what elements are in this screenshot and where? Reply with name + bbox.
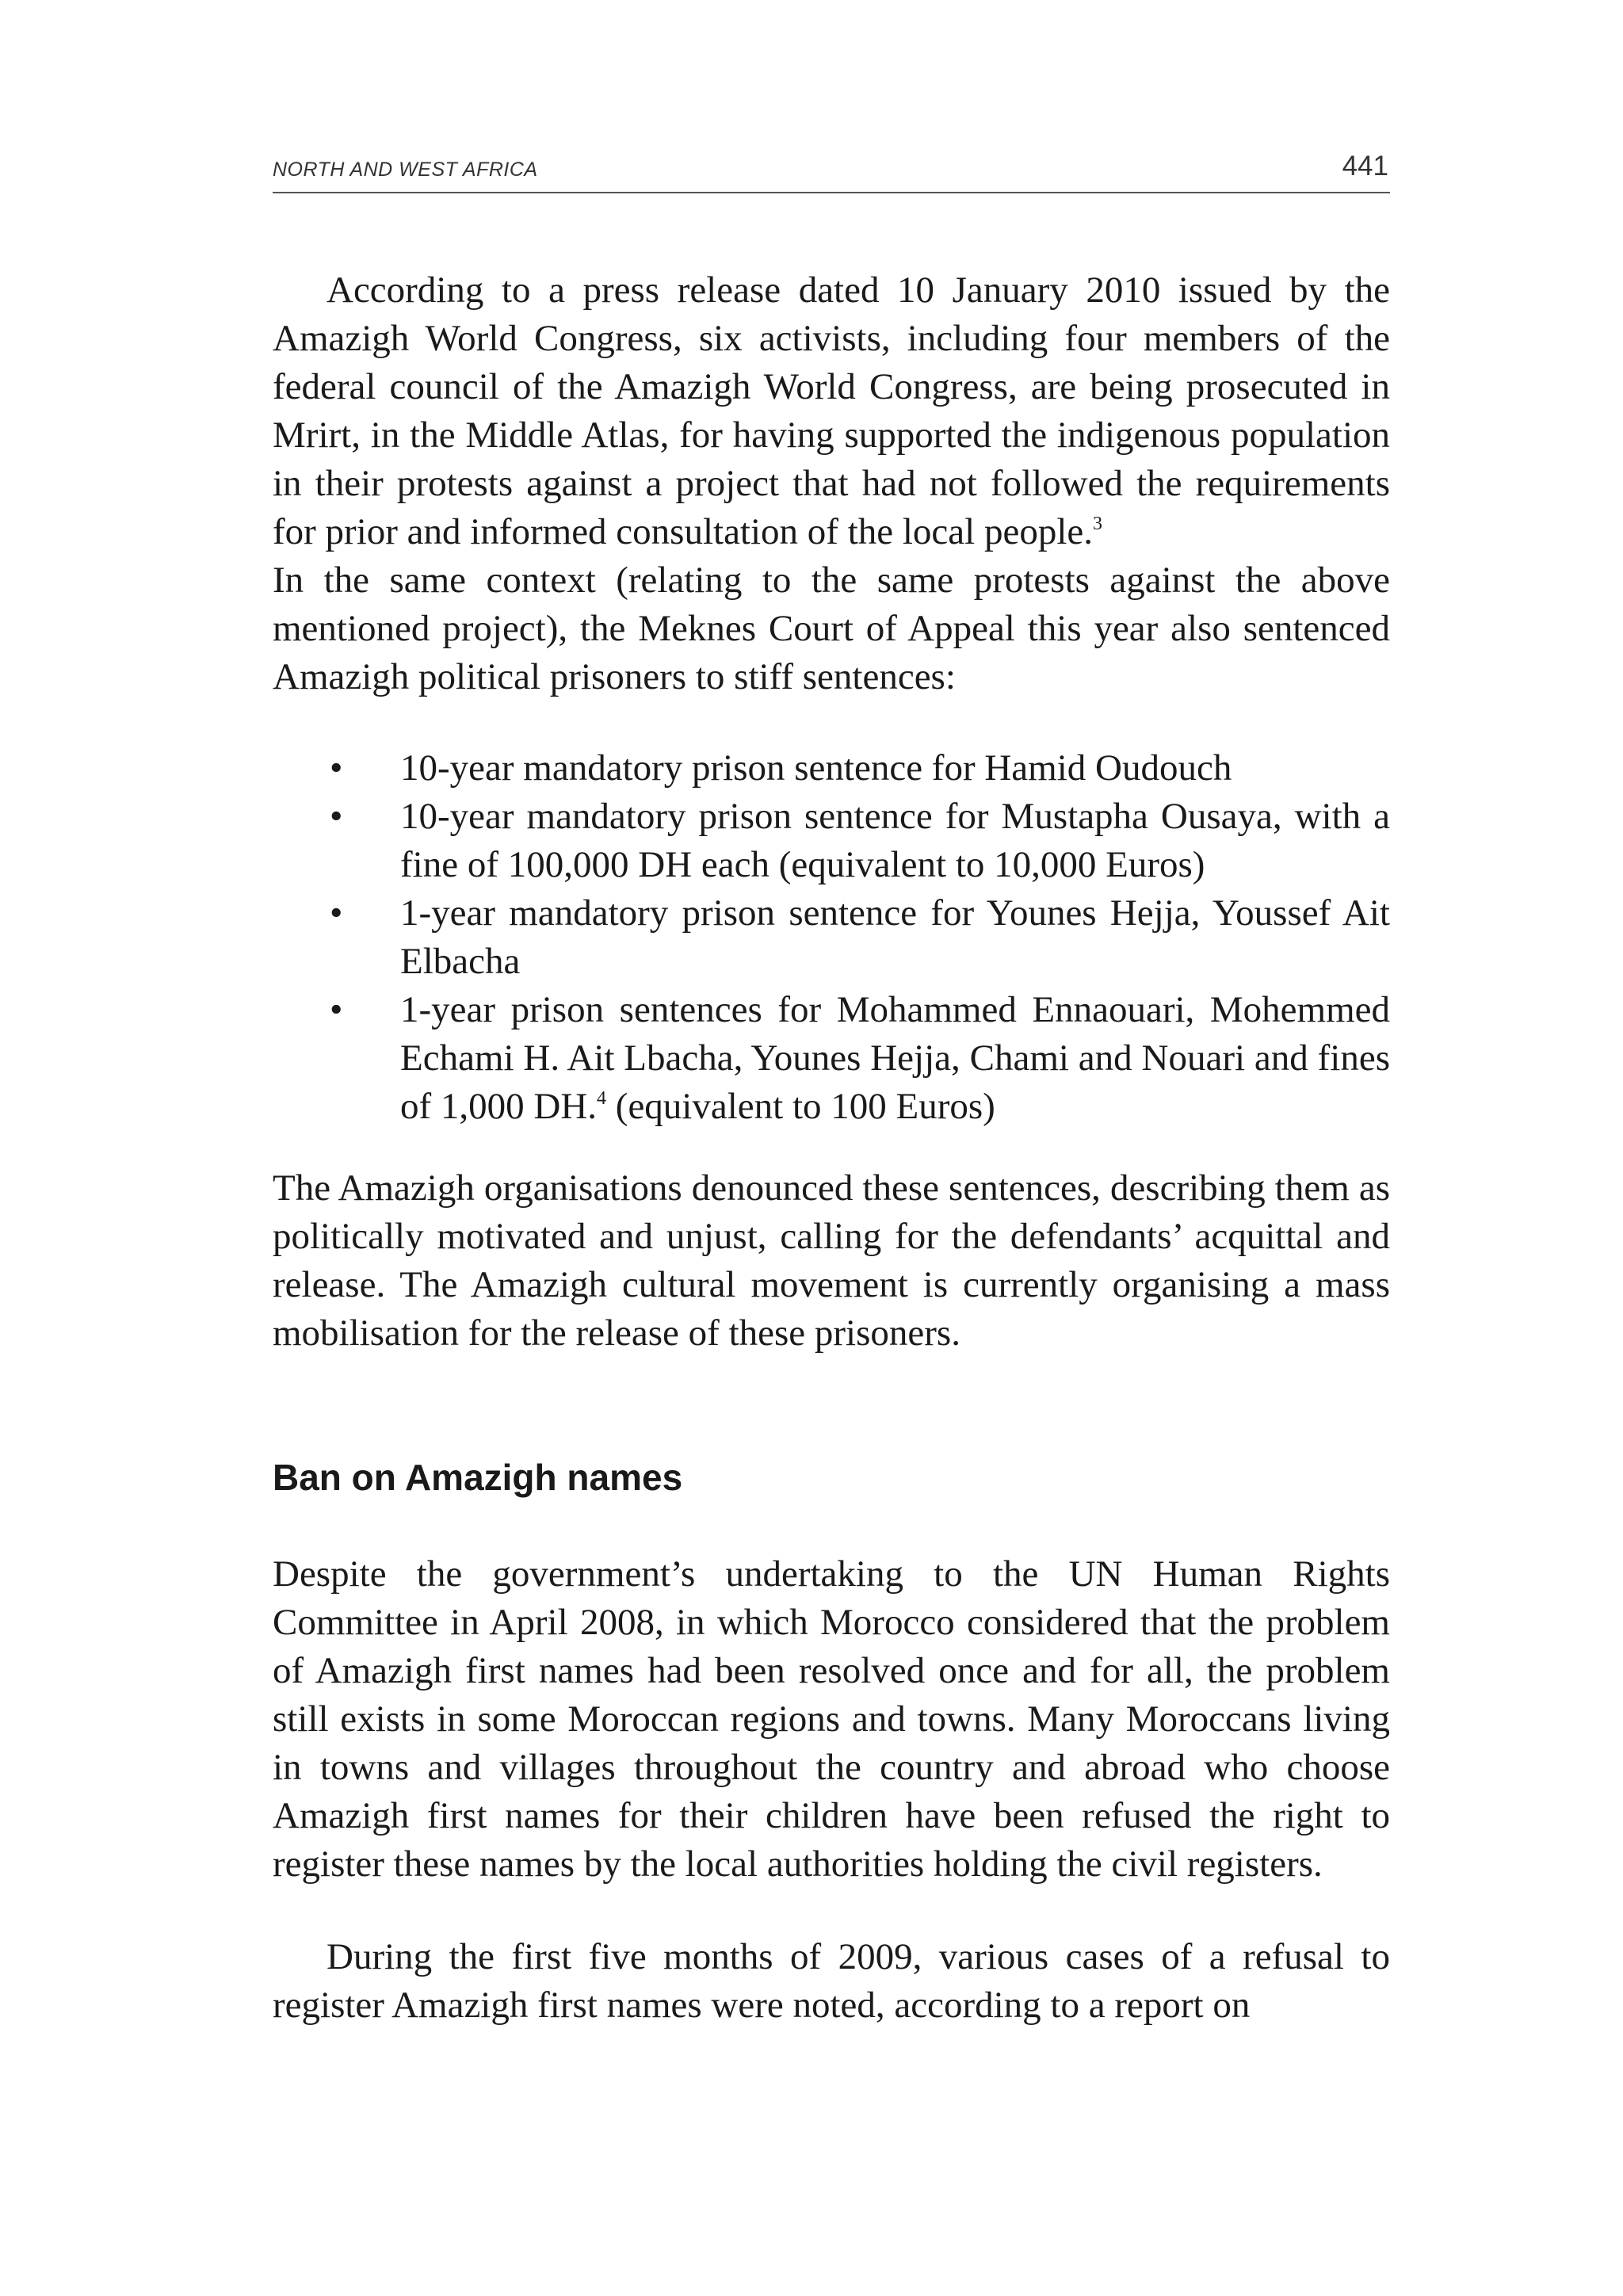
paragraph-denunciation: The Amazigh organisations denounced these sentences, describing them as politically motivated and unjust, calling for the defendants’ acquittal and release. The Amazigh cultural movement is currently organising a mass mobilisation for the release of these prisoners. — [273, 1167, 1390, 1354]
document-page — [273, 151, 1390, 2132]
bullet-icon: • — [330, 747, 343, 789]
list-item-text-after: (equivalent to 100 Euros) — [606, 1086, 995, 1127]
bullet-icon: • — [330, 892, 343, 934]
page-number: 441 — [1342, 151, 1388, 181]
running-title: NORTH AND WEST AFRICA — [273, 159, 538, 181]
section-heading: Ban on Amazigh names — [273, 1457, 683, 1498]
footnote-ref-4[interactable]: 4 — [597, 1088, 607, 1109]
paragraph-text-continued: In the same context (relating to the same protests against the above mentioned project), the Meknes Court of Appeal this year also sentenced Amazigh political prisoners to stiff sentences: — [273, 560, 1390, 697]
paragraph-text: According to a press release dated 10 January 2010 issued by the Amazigh World Congress, six activists, including four members of the federal council of the Amazigh World Congress, are being prosecuted in Mrirt, in the Middle Atlas, for having supported the indigenous population in their protests against a project that had not followed the requirements for prior and informed consultation of the local people. — [273, 269, 1390, 552]
list-item — [273, 744, 1390, 793]
list-item-text: 10-year mandatory prison sentence for Mustapha Ousaya, with a fine of 100,000 DH each (equivalent to 10,000 Euros) — [400, 796, 1390, 885]
list-item-text: 1-year mandatory prison sentence for Younes Hejja, Youssef Ait Elbacha — [400, 892, 1390, 982]
list-item — [273, 793, 1390, 889]
sentences-list — [273, 744, 1390, 1131]
paragraph-names-ban: Despite the government’s undertaking to the UN Human Rights Committee in April 2008, in which Morocco considered that the problem of Amazigh first names had been resolved once and for all, the problem still exists in some Moroccan regions and towns. Many Moroccans living in towns and villages throughout the country and abroad who choose Amazigh first names for their children have been refused the right to register these names by the local authorities holding the civil registers. — [273, 1553, 1390, 1885]
bullet-icon: • — [330, 796, 343, 837]
paragraph-names-cases: During the first five months of 2009, various cases of a refusal to register Amazigh first names were noted, according to a report on — [273, 1936, 1390, 2026]
bullet-icon: • — [330, 989, 343, 1030]
footnote-ref-3[interactable]: 3 — [1093, 514, 1102, 534]
running-header — [273, 151, 1390, 193]
paragraph-press-release — [273, 266, 1390, 701]
list-item-text: 10-year mandatory prison sentence for Hamid Oudouch — [400, 747, 1232, 789]
list-item-text: 1-year prison sentences for Mohammed Ennaouari, Mohemmed Echami H. Ait Lbacha, Younes Hejja, Chami and Nouari and fines of 1,000 DH. — [400, 989, 1390, 1127]
list-item — [273, 889, 1390, 986]
list-item — [273, 986, 1390, 1131]
